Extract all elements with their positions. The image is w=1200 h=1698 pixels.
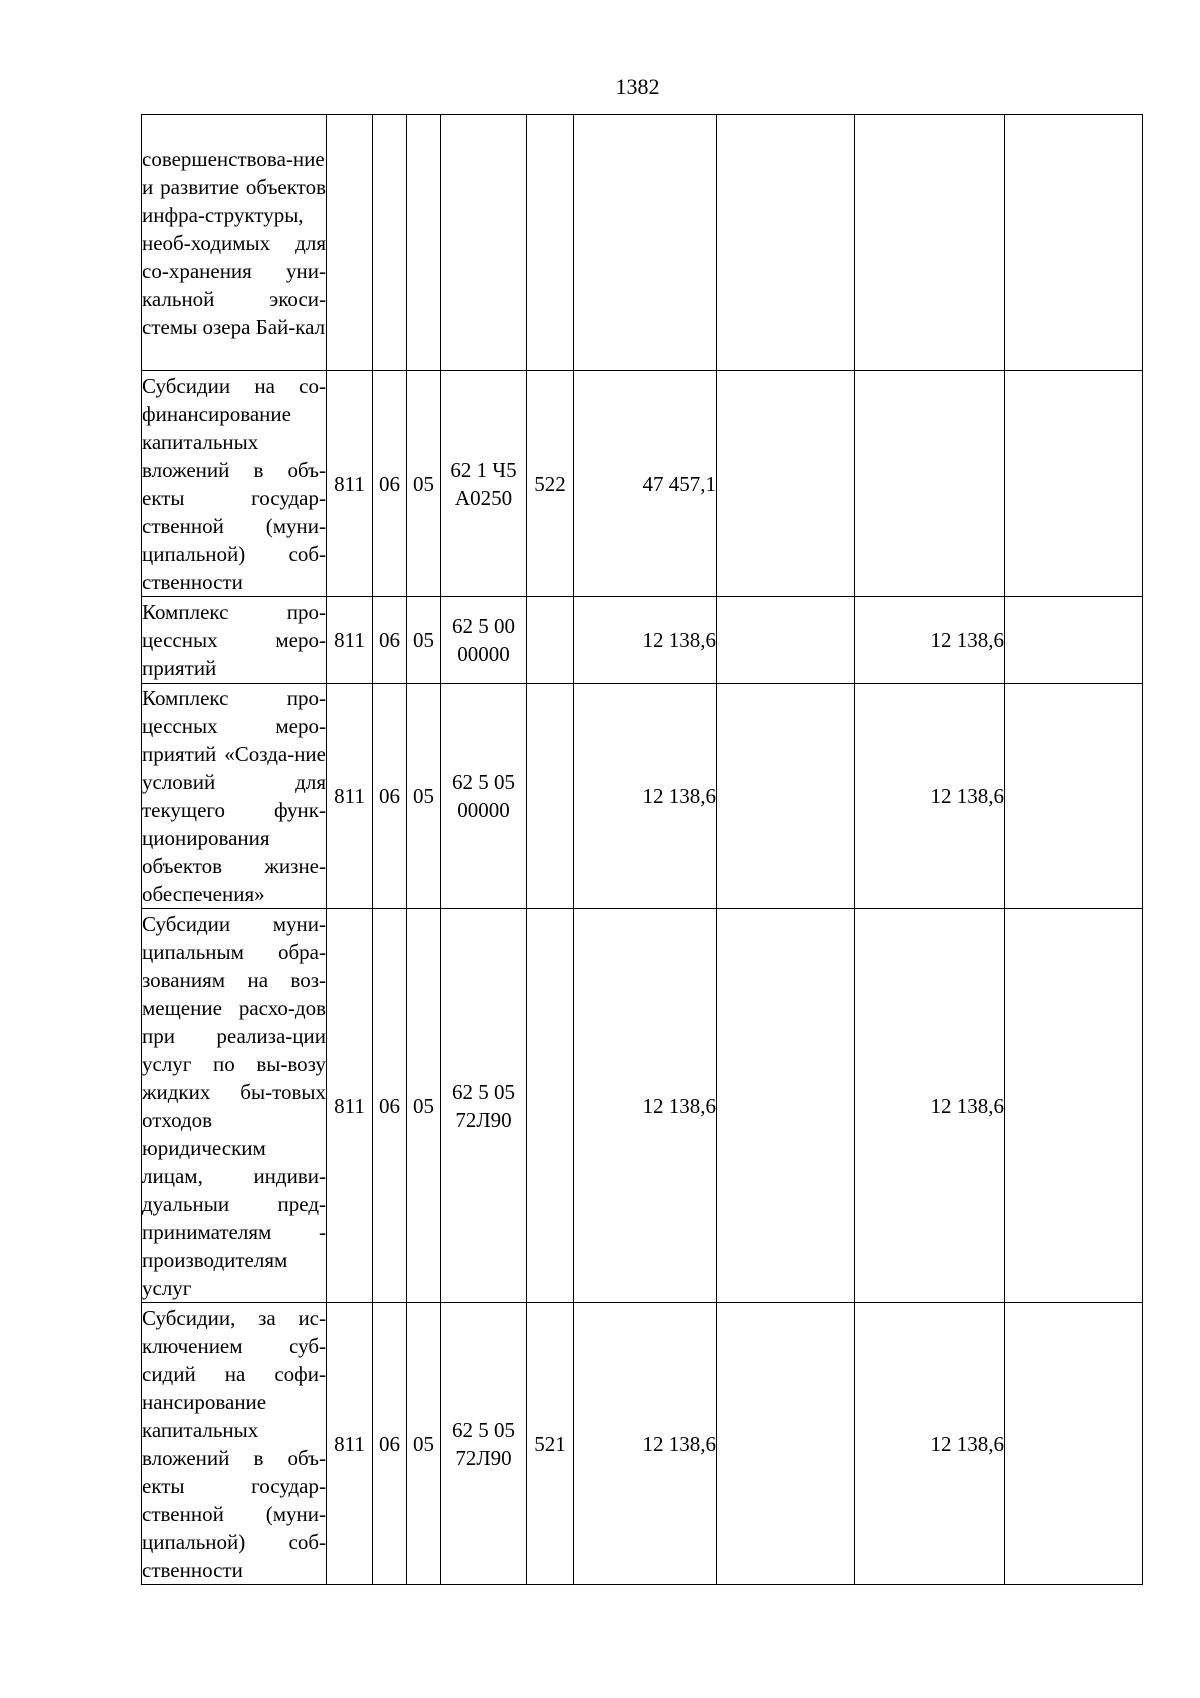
target-code: 62 5 05 72Л90 bbox=[441, 1303, 527, 1585]
table-row bbox=[142, 115, 1143, 371]
budget-table bbox=[141, 114, 1143, 1585]
admin-code: 811 bbox=[327, 684, 373, 909]
amount-col-4 bbox=[1005, 909, 1143, 1303]
expense-type-code bbox=[527, 115, 574, 371]
amount-total: 12 138,6 bbox=[574, 684, 717, 909]
amount-col-3 bbox=[855, 371, 1005, 597]
expense-type-code bbox=[527, 684, 574, 909]
table-row bbox=[142, 597, 1143, 684]
amount-col-2 bbox=[717, 684, 855, 909]
expense-type-code: 521 bbox=[527, 1303, 574, 1585]
amount-total: 12 138,6 bbox=[574, 597, 717, 684]
table-row bbox=[142, 909, 1143, 1303]
row-name: Субсидии муни-ципальным обра-зованиям на воз-мещение расхо-дов при реализа-ции услуг по вы-возу жидких бы-товых отходов юридическим лицам, индиви-дуальныи пред-принимателям - производителям услуг bbox=[142, 909, 327, 1303]
section-code: 06 bbox=[373, 909, 407, 1303]
subsection-code: 05 bbox=[407, 909, 441, 1303]
subsection-code bbox=[407, 115, 441, 371]
amount-col-2 bbox=[717, 1303, 855, 1585]
amount-col-4 bbox=[1005, 1303, 1143, 1585]
amount-total: 47 457,1 bbox=[574, 371, 717, 597]
target-code: 62 1 Ч5 А0250 bbox=[441, 371, 527, 597]
expense-type-code: 522 bbox=[527, 371, 574, 597]
amount-col-2 bbox=[717, 371, 855, 597]
section-code: 06 bbox=[373, 1303, 407, 1585]
section-code: 06 bbox=[373, 684, 407, 909]
section-code: 06 bbox=[373, 371, 407, 597]
row-name: Комплекс про-цессных меро-приятий bbox=[142, 597, 327, 684]
row-name: Комплекс про-цессных меро-приятий «Созда-ние условий для текущего функ-ционирования объектов жизне-обеспечения» bbox=[142, 684, 327, 909]
row-name: совершенствова-ние и развитие объектов инфра-структуры, необ-ходимых для со-хранения уни-кальной экоси-стемы озера Бай-кал bbox=[142, 115, 327, 371]
table-row bbox=[142, 371, 1143, 597]
admin-code: 811 bbox=[327, 1303, 373, 1585]
section-code bbox=[373, 115, 407, 371]
amount-total bbox=[574, 115, 717, 371]
target-code bbox=[441, 115, 527, 371]
amount-col-2 bbox=[717, 115, 855, 371]
subsection-code: 05 bbox=[407, 1303, 441, 1585]
page-number: 1382 bbox=[615, 74, 660, 99]
subsection-code: 05 bbox=[407, 684, 441, 909]
admin-code: 811 bbox=[327, 597, 373, 684]
target-code: 62 5 00 00000 bbox=[441, 597, 527, 684]
row-name: Субсидии на со-финансирование капитальных вложений в объ-екты государ-ственной (муни-ципальной) соб-ственности bbox=[142, 371, 327, 597]
admin-code: 811 bbox=[327, 371, 373, 597]
subsection-code: 05 bbox=[407, 371, 441, 597]
amount-col-2 bbox=[717, 909, 855, 1303]
amount-col-3: 12 138,6 bbox=[855, 597, 1005, 684]
amount-col-4 bbox=[1005, 597, 1143, 684]
amount-col-3: 12 138,6 bbox=[855, 684, 1005, 909]
table-row bbox=[142, 1303, 1143, 1585]
amount-col-2 bbox=[717, 597, 855, 684]
subsection-code: 05 bbox=[407, 597, 441, 684]
target-code: 62 5 05 00000 bbox=[441, 684, 527, 909]
amount-col-3: 12 138,6 bbox=[855, 1303, 1005, 1585]
amount-col-4 bbox=[1005, 371, 1143, 597]
expense-type-code bbox=[527, 909, 574, 1303]
expense-type-code bbox=[527, 597, 574, 684]
table-row bbox=[142, 684, 1143, 909]
amount-total: 12 138,6 bbox=[574, 909, 717, 1303]
amount-col-3: 12 138,6 bbox=[855, 909, 1005, 1303]
amount-col-4 bbox=[1005, 115, 1143, 371]
target-code: 62 5 05 72Л90 bbox=[441, 909, 527, 1303]
admin-code bbox=[327, 115, 373, 371]
amount-total: 12 138,6 bbox=[574, 1303, 717, 1585]
row-name: Субсидии, за ис-ключением суб-сидий на софи-нансирование капитальных вложений в объ-екты государ-ственной (муни-ципальной) соб-ственности bbox=[142, 1303, 327, 1585]
section-code: 06 bbox=[373, 597, 407, 684]
amount-col-3 bbox=[855, 115, 1005, 371]
amount-col-4 bbox=[1005, 684, 1143, 909]
admin-code: 811 bbox=[327, 909, 373, 1303]
